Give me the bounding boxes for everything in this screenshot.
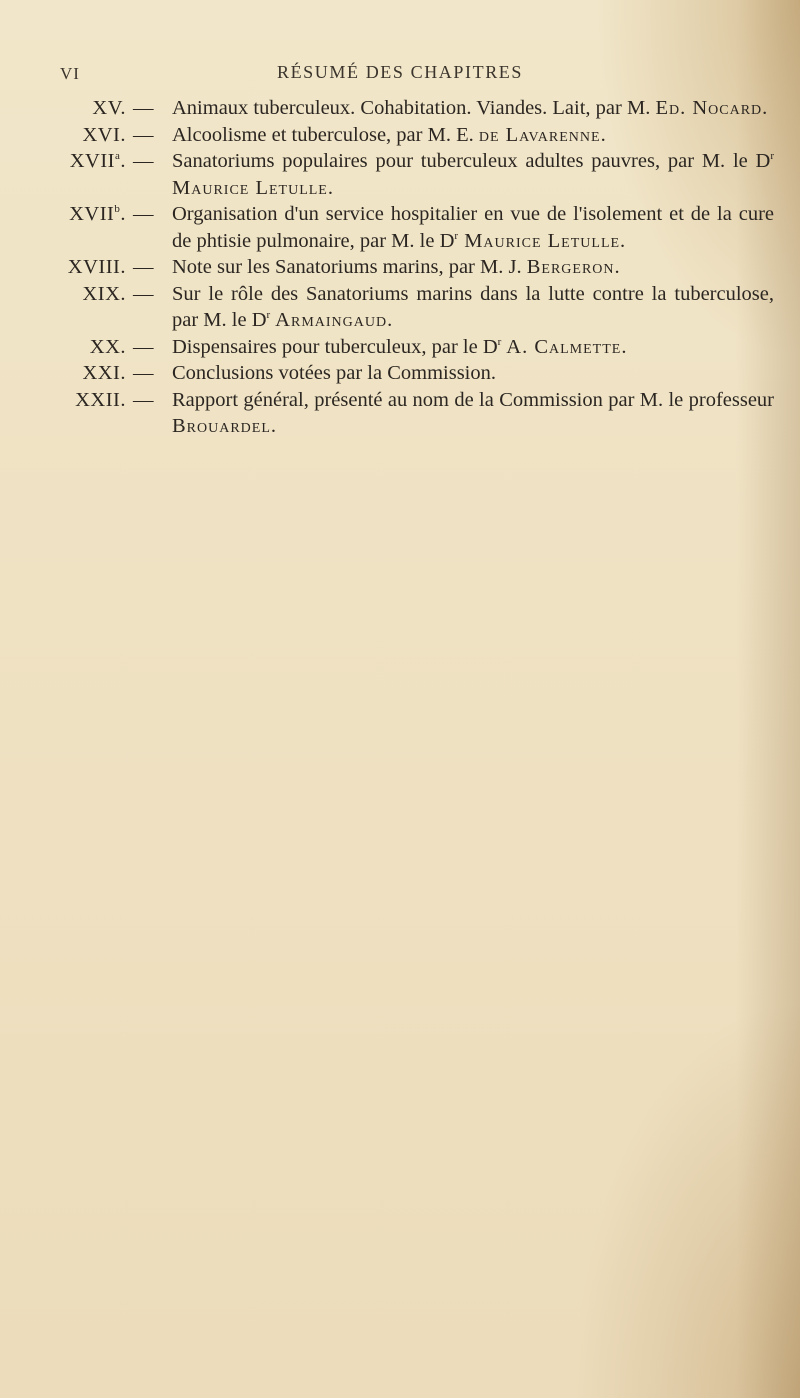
dash-separator: — (133, 203, 154, 225)
dash-separator: — (133, 282, 154, 305)
dash-separator: — (133, 335, 154, 358)
running-title: RÉSUMÉ DES CHAPITRES (276, 62, 524, 82)
chapter-title: Sanatoriums populaires pour tuberculeux adultes pauvres, par M. le $D^r$ Maurice Letulle. (172, 150, 774, 199)
chapter-title: Note sur les Sanatoriums marins, par M. J. Bergeron. (172, 256, 620, 278)
chapter-title: Dispensaires pour tuberculeux, par le $D^r$ A. Calmette. (172, 335, 627, 358)
author-name: de Lavarenne (478, 123, 601, 146)
author-name: Bergeron (526, 256, 615, 278)
dash-separator: — (133, 362, 154, 384)
dash-separator: — (133, 150, 154, 172)
chapter-title: Alcoolisme et tuberculose, par M. E. de Lavarenne. (172, 123, 606, 146)
chapter-number: XV. (92, 97, 126, 119)
running-head (0, 58, 800, 88)
chapter-entry-xxi (0, 360, 800, 387)
author-name: A. Calmette (501, 335, 622, 358)
chapter-entry-xx (0, 334, 800, 361)
author-name: Ed. Nocard (655, 97, 763, 119)
chapter-number: XIX. (82, 282, 126, 305)
chapter-title: Sur le rôle des Sanatoriums marins dans la lutte contre la tuberculose, par M. le $D^r$ Armaingaud. (172, 282, 774, 331)
chapter-entry-xv (0, 95, 800, 122)
author-name: Armaingaud (270, 309, 388, 331)
chapter-number: XXII. (75, 388, 126, 411)
dash-separator: — (133, 123, 154, 146)
chapter-title: Rapport général, présenté au nom de la Commission par M. le professeur Brouardel. (172, 388, 774, 437)
chapter-entry-xviii (0, 254, 800, 281)
author-name: Maurice Letulle (458, 229, 621, 252)
chapter-number: XXI. (82, 362, 126, 384)
chapter-entry-xviia (0, 148, 800, 201)
chapter-entry-xix (0, 281, 800, 334)
chapter-title: Organisation d'un service hospitalier en vue de l'isolement et de la cure de phtisie pulmonaire, par M. le $D^r$ Maurice Letulle. (172, 203, 774, 252)
chapter-number: XVIII. (67, 256, 126, 278)
chapter-number: XVII$^b$. (69, 203, 126, 225)
chapter-number: XVI. (82, 123, 126, 146)
chapter-title: Conclusions votées par la Commission. (172, 362, 496, 384)
dash-separator: — (133, 256, 154, 278)
chapter-number: XX. (89, 335, 126, 358)
chapter-entry-xviib (0, 201, 800, 254)
dash-separator: — (133, 388, 154, 411)
chapter-list (0, 95, 800, 440)
author-name: Brouardel (172, 415, 271, 437)
chapter-number: XVII$^a$. (69, 150, 126, 172)
dash-separator: — (133, 97, 154, 119)
chapter-entry-xvi (0, 122, 800, 149)
page-number: VI (60, 64, 80, 83)
chapter-entry-xxii (0, 387, 800, 440)
author-name: Maurice Letulle (172, 176, 328, 199)
chapter-title: Animaux tuberculeux. Cohabitation. Viandes. Lait, par M. Ed. Nocard. (172, 97, 768, 119)
